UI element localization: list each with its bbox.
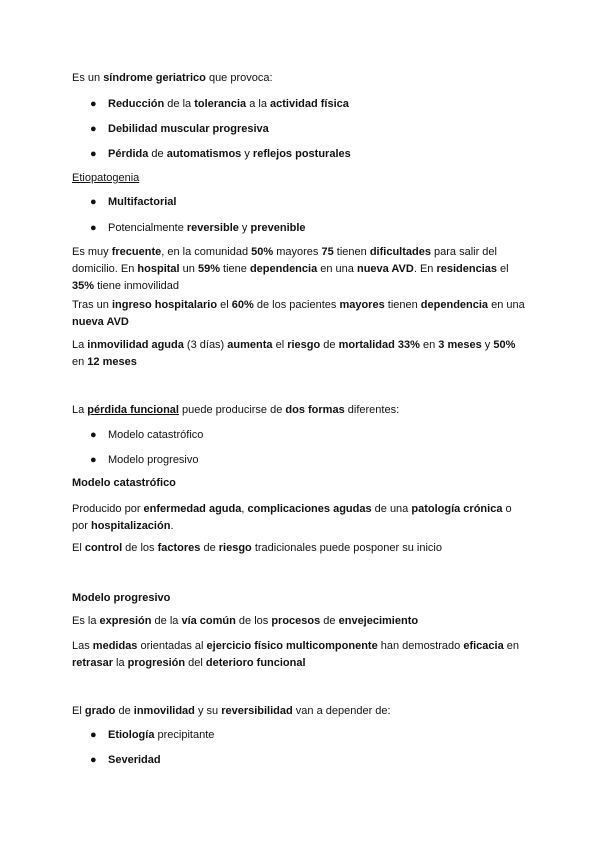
text-run: tiene inmovilidad [94,280,180,292]
paragraph [72,501,526,535]
text-run: y [481,339,494,351]
text-run: a la [246,98,271,110]
emphasized-text: envejecimiento [338,615,419,627]
text-run: . [170,520,174,532]
bullet-icon: ● [90,148,97,160]
emphasized-text: control [84,542,123,554]
text-run: de [200,542,219,554]
text-run: . En [413,263,437,275]
bullet-icon: ● [90,729,97,741]
text-run: Modelo progresivo [108,454,199,466]
text-run: La [72,404,88,416]
text-run: puede producirse de [178,404,286,416]
paragraph [72,590,526,607]
text-run: de [320,339,339,351]
emphasized-text: inmovilidad aguda [87,339,184,351]
emphasized-text: dos formas [285,404,345,416]
emphasized-text: grado [84,705,116,717]
emphasized-text: nueva AVD [356,263,414,275]
text-run: del [185,657,206,669]
emphasized-text: vía común [181,615,236,627]
paragraph [72,170,526,187]
text-run: El [72,705,85,717]
emphasized-text: dificultades [369,246,431,258]
emphasized-text: 60% [231,299,254,311]
emphasized-text: Severidad [108,754,161,766]
emphasized-text: 3 meses [438,339,482,351]
text-run: Es la [72,615,100,627]
bullet-icon: ● [90,454,97,466]
text-run: diferentes: [344,404,400,416]
emphasized-text: residencias [436,263,497,275]
emphasized-text: nueva AVD [72,316,129,328]
emphasized-text: procesos [271,615,321,627]
text-run: de los pacientes [253,299,340,311]
list-item [90,220,526,237]
text-run: un [179,263,198,275]
emphasized-text: 50% [251,246,274,258]
text-run: y [241,148,253,160]
text-run: que provoca: [205,72,273,84]
text-run: , en la comunidad [161,246,252,258]
text-run: en una [317,263,357,275]
emphasized-text: 35% [72,280,95,292]
list-item [90,194,526,211]
text-run: la [112,657,128,669]
emphasized-text: eficacia [463,640,504,652]
emphasized-text: 50% [493,339,516,351]
emphasized-text: tolerancia [194,98,247,110]
text-run: orientadas al [137,640,207,652]
emphasized-text: dependencia [420,299,489,311]
paragraph [72,337,526,371]
paragraph [72,402,526,419]
text-run: en [503,640,519,652]
emphasized-text: hospitalización [90,520,171,532]
text-run: de [148,148,167,160]
text-run: tienen [384,299,421,311]
text-run: Es muy [72,246,112,258]
emphasized-text: actividad física [270,98,349,110]
emphasized-text: mortalidad 33% [338,339,420,351]
text-run: de los [235,615,272,627]
emphasized-text: 59% [197,263,220,275]
emphasized-text: progresión [127,657,186,669]
text-run: Tras un [72,299,112,311]
emphasized-text: ingreso hospitalario [111,299,218,311]
text-run: para salir del domicilio. En [72,246,497,275]
text-run: y su [194,705,222,717]
text-run: de los [122,542,158,554]
text-run: en [72,356,88,368]
paragraph [72,475,526,492]
paragraph [72,613,526,630]
bullet-icon: ● [90,429,97,441]
text-run: Es un [72,72,104,84]
emphasized-text: deterioro funcional [205,657,306,669]
emphasized-text: enfermedad aguda [143,503,242,515]
list-item-text [108,427,526,444]
text-run: de la [151,615,182,627]
paragraph [72,638,526,672]
text-run: van a depender de: [292,705,391,717]
text-run: o por [72,503,512,532]
emphasized-text: reversibilidad [221,705,293,717]
paragraph [72,244,526,295]
text-run: en [419,339,439,351]
emphasized-text: dependencia [249,263,318,275]
text-run: Producido por [72,503,144,515]
text-run: Las [72,640,93,652]
emphasized-text: inmovilidad [133,705,195,717]
emphasized-text: retrasar [72,657,113,669]
emphasized-text: Etiología [108,729,155,741]
text-run: (3 días) [183,339,228,351]
emphasized-text: expresión [99,615,152,627]
text-run: precipitante [154,729,215,741]
text-run: Modelo catastrófico [108,429,204,441]
list-item [90,96,526,113]
emphasized-text: Debilidad muscular progresiva [108,123,269,135]
text-run: , [241,503,248,515]
text-run: de [320,615,339,627]
paragraph [72,540,526,557]
list-item [90,121,526,138]
emphasized-text: medidas [92,640,138,652]
bullet-icon: ● [90,98,97,110]
list-item-text [108,220,526,237]
text-run: de la [164,98,195,110]
text-run: La [72,339,88,351]
bullet-icon: ● [90,196,97,208]
text-run: tradicionales puede posponer su inicio [251,542,442,554]
emphasized-text: frecuente [111,246,162,258]
emphasized-text: riesgo [287,339,321,351]
text-run: el [217,299,232,311]
text-run: mayores [273,246,322,258]
paragraph [72,703,526,720]
list-item-text [108,752,526,769]
text-run: y [238,222,251,234]
bullet-icon: ● [90,222,97,234]
emphasized-text: Etiopatogenia [72,172,140,184]
emphasized-text: complicaciones agudas [247,503,372,515]
list-item [90,452,526,469]
bullet-icon: ● [90,754,97,766]
emphasized-text: síndrome geriatrico [103,72,206,84]
emphasized-text: prevenible [250,222,306,234]
emphasized-text: hospital [137,263,180,275]
list-item [90,427,526,444]
emphasized-text: mayores [339,299,385,311]
text-run: de [115,705,134,717]
emphasized-text: 75 [321,246,334,258]
emphasized-text: Reducción [108,98,165,110]
emphasized-text: automatismos [166,148,242,160]
emphasized-text: Pérdida [108,148,149,160]
text-run: tiene [219,263,250,275]
emphasized-text: riesgo [218,542,252,554]
emphasized-text: reflejos posturales [252,148,351,160]
text-run: de una [371,503,412,515]
emphasized-text: reversible [186,222,239,234]
list-item-text [108,121,526,138]
list-item [90,727,526,744]
text-run: el [497,263,509,275]
emphasized-text: pérdida funcional [87,404,179,416]
emphasized-text: aumenta [227,339,273,351]
paragraph [72,297,526,331]
paragraph [72,70,526,87]
text-run: en una [488,299,525,311]
emphasized-text: Modelo catastrófico [72,477,176,489]
text-run: han demostrado [377,640,464,652]
list-item-text [108,452,526,469]
list-item-text [108,96,526,113]
emphasized-text: 12 meses [87,356,137,368]
emphasized-text: patología crónica [411,503,503,515]
text-run: tienen [333,246,370,258]
text-run: Potencialmente [108,222,187,234]
bullet-icon: ● [90,123,97,135]
list-item-text [108,194,526,211]
list-item-text [108,146,526,163]
list-item-text [108,727,526,744]
emphasized-text: Modelo progresivo [72,592,171,604]
text-run: El [72,542,85,554]
text-run: el [272,339,288,351]
emphasized-text: Multifactorial [108,196,177,208]
list-item [90,146,526,163]
emphasized-text: factores [157,542,201,554]
emphasized-text: ejercicio físico multicomponente [206,640,378,652]
list-item [90,752,526,769]
